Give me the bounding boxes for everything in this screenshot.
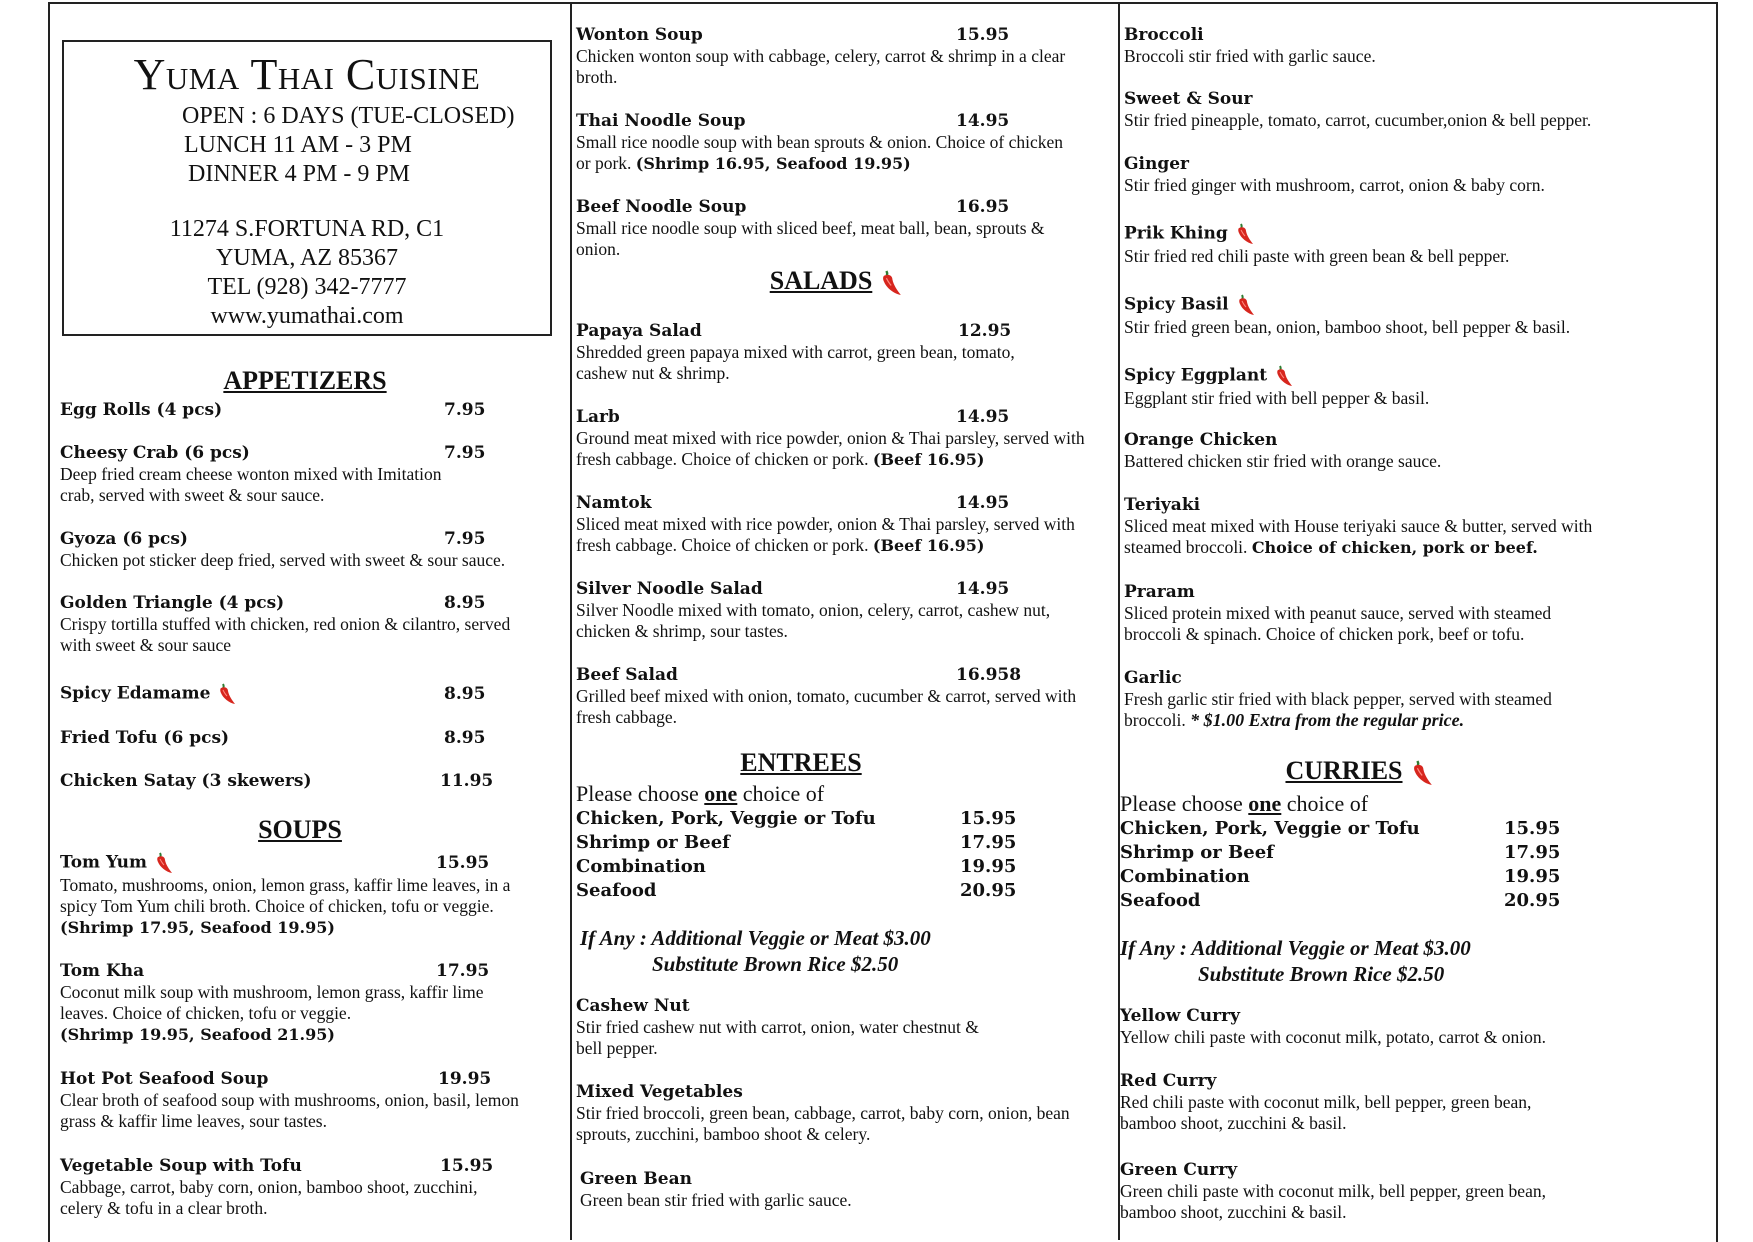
menu-item: Hot Pot Seafood Soup 19.95 Clear broth of seafood soup with mushrooms, onion, basil, lemon grass & kaffir lime leaves, sour tastes.: [60, 1069, 519, 1131]
menu-item: Prik Khing Stir fried red chili paste with green bean & bell pepper.: [1124, 223, 1510, 266]
menu-item: Larb 14.95 Ground meat mixed with rice powder, onion & Thai parsley, served with fresh cabbage. Choice of chicken or pork. (Beef 16.95): [576, 407, 1085, 469]
menu-item: Golden Triangle (4 pcs) 8.95 Crispy tortilla stuffed with chicken, red onion & cilantro, served with sweet & sour sauce: [60, 593, 511, 655]
option-row: Chicken, Pork, Veggie or Tofu 15.95: [1120, 818, 1561, 839]
menu-item: Tom Kha 17.95 Coconut milk soup with mushroom, lemon grass, kaffir lime leaves. Choice of chicken, tofu or veggie. (Shrimp 19.95, Seafood 21.95): [60, 961, 490, 1044]
menu-item: Ginger Stir fried ginger with mushroom, carrot, onion & baby corn.: [1124, 154, 1545, 195]
menu-item: Spicy Basil Stir fried green bean, onion, bamboo shoot, bell pepper & basil.: [1124, 294, 1571, 337]
chili-pepper-icon: [1234, 222, 1254, 246]
entrees-options: Please choose one choice of Chicken, Pork, Veggie or Tofu 15.95 Shrimp or Beef 17.95 Combination 19.95 Seafood 20.95: [576, 781, 1036, 903]
menu-item: Orange Chicken Battered chicken stir fried with orange sauce.: [1124, 430, 1442, 471]
menu-item: Broccoli Broccoli stir fried with garlic sauce.: [1124, 25, 1376, 66]
menu-item: Beef Salad 16.958 Grilled beef mixed with onion, tomato, cucumber & carrot, served with fresh cabbage.: [576, 665, 1077, 727]
menu-item: Chicken Satay (3 skewers) 11.95: [60, 771, 494, 791]
menu-item: Sweet & Sour Stir fried pineapple, tomato, carrot, cucumber,onion & bell pepper.: [1124, 89, 1592, 130]
menu-item: Fried Tofu (6 pcs) 8.95: [60, 728, 486, 748]
menu-item: Silver Noodle Salad 14.95 Silver Noodle mixed with tomato, onion, celery, carrot, cashew nut, chicken & shrimp, sour tastes.: [576, 579, 1051, 641]
menu-item: Praram Sliced protein mixed with peanut sauce, served with steamed broccoli & spinach. Choice of chicken pork, beef or tofu.: [1124, 582, 1552, 644]
dinner-hours: DINNER 4 PM - 9 PM: [188, 161, 411, 187]
menu-item: Spicy Edamame 8.95: [60, 683, 486, 704]
option-row: Seafood 20.95: [576, 880, 1017, 901]
menu-item: Cheesy Crab (6 pcs) 7.95 Deep fried cream cheese wonton mixed with Imitation crab, served with sweet & sour sauce.: [60, 443, 486, 505]
menu-item: Tom Yum 15.95 Tomato, mushrooms, onion, lemon grass, kaffir lime leaves, in a spicy Tom Yum chili broth. Choice of chicken, tofu or veggie. (Shrimp 17.95, Seafood 19.95): [60, 852, 511, 937]
salads-heading: SALADS: [576, 266, 1096, 298]
option-row: Combination 19.95: [1120, 866, 1561, 887]
curries-options: Please choose one choice of Chicken, Pork, Veggie or Tofu 15.95 Shrimp or Beef 17.95 Combination 19.95 Seafood 20.95: [1120, 791, 1600, 913]
option-row: Shrimp or Beef 17.95: [1120, 842, 1561, 863]
telephone: TEL (928) 342-7777: [207, 274, 407, 300]
chili-pepper-icon: [878, 268, 902, 298]
menu-item: Mixed Vegetables Stir fried broccoli, green bean, cabbage, carrot, baby corn, onion, bean sprouts, zucchini, bamboo shoot & celery.: [576, 1082, 1070, 1144]
chili-pepper-icon: [153, 851, 173, 875]
menu-item: Gyoza (6 pcs) 7.95 Chicken pot sticker deep fried, served with sweet & sour sauce.: [60, 529, 506, 570]
option-row: Seafood 20.95: [1120, 890, 1561, 911]
website-link[interactable]: www.yumathai.com: [210, 303, 404, 329]
restaurant-name: Yuma Thai Cuisine: [133, 50, 481, 99]
menu-item: Namtok 14.95 Sliced meat mixed with rice powder, onion & Thai parsley, served with fresh cabbage. Choice of chicken or pork. (Beef 16.95): [576, 493, 1075, 555]
lunch-hours: LUNCH 11 AM - 3 PM: [184, 132, 412, 158]
menu-item: Cashew Nut Stir fried cashew nut with carrot, onion, water chestnut & bell pepper.: [576, 996, 979, 1058]
chili-pepper-icon: [1409, 758, 1433, 788]
option-row: Chicken, Pork, Veggie or Tofu 15.95: [576, 808, 1017, 829]
entrees-extras: If Any : Additional Veggie or Meat $3.00 Substitute Brown Rice $2.50: [580, 926, 931, 976]
menu-item: Teriyaki Sliced meat mixed with House teriyaki sauce & butter, served with steamed broccoli. Choice of chicken, pork or beef.: [1124, 495, 1593, 557]
menu-item: Green Bean Green bean stir fried with garlic sauce.: [580, 1169, 852, 1210]
address-line-2: YUMA, AZ 85367: [215, 245, 398, 271]
chili-pepper-icon: [1235, 293, 1255, 317]
appetizers-heading: APPETIZERS: [223, 366, 387, 395]
chili-pepper-icon: [216, 682, 236, 706]
menu-item: Vegetable Soup with Tofu 15.95 Cabbage, carrot, baby corn, onion, bamboo shoot, zucchini, celery & tofu in a clear broth.: [60, 1156, 494, 1218]
restaurant-info-box: [62, 40, 552, 336]
curries-extras: If Any : Additional Veggie or Meat $3.00 Substitute Brown Rice $2.50: [1120, 936, 1471, 986]
menu-item: Spicy Eggplant Eggplant stir fried with bell pepper & basil.: [1124, 365, 1430, 408]
menu-item: Red Curry Red chili paste with coconut milk, bell pepper, green bean, bamboo shoot, zucchini & basil.: [1120, 1071, 1532, 1133]
menu-item: Yellow Curry Yellow chili paste with coconut milk, potato, carrot & onion.: [1120, 1006, 1546, 1047]
menu-item: Wonton Soup 15.95 Chicken wonton soup with cabbage, celery, carrot & shrimp in a clear broth.: [576, 25, 1066, 87]
open-days: OPEN : 6 DAYS (TUE-CLOSED): [182, 103, 515, 129]
chili-pepper-icon: [1273, 364, 1293, 388]
option-row: Combination 19.95: [576, 856, 1017, 877]
menu-item: Papaya Salad 12.95 Shredded green papaya mixed with carrot, green bean, tomato, cashew nut & shrimp.: [576, 321, 1015, 383]
menu-item: Garlic Fresh garlic stir fried with black pepper, served with steamed broccoli. * $1.00 Extra from the regular price.: [1124, 668, 1552, 730]
option-row: Shrimp or Beef 17.95: [576, 832, 1017, 853]
menu-item: Egg Rolls (4 pcs) 7.95: [60, 400, 486, 420]
menu-item: Thai Noodle Soup 14.95 Small rice noodle soup with bean sprouts & onion. Choice of chicken or pork. (Shrimp 16.95, Seafood 19.95): [576, 111, 1063, 173]
menu-item: Green Curry Green chili paste with coconut milk, bell pepper, green bean, bamboo shoot, zucchini & basil.: [1120, 1160, 1546, 1222]
curries-heading: CURRIES: [1124, 756, 1594, 788]
address-line-1: 11274 S.FORTUNA RD, C1: [169, 216, 445, 242]
menu-item: Beef Noodle Soup 16.95 Small rice noodle soup with sliced beef, meat ball, bean, sprouts & onion.: [576, 197, 1045, 259]
entrees-heading: ENTREES: [740, 748, 862, 777]
soups-heading: SOUPS: [258, 815, 342, 844]
